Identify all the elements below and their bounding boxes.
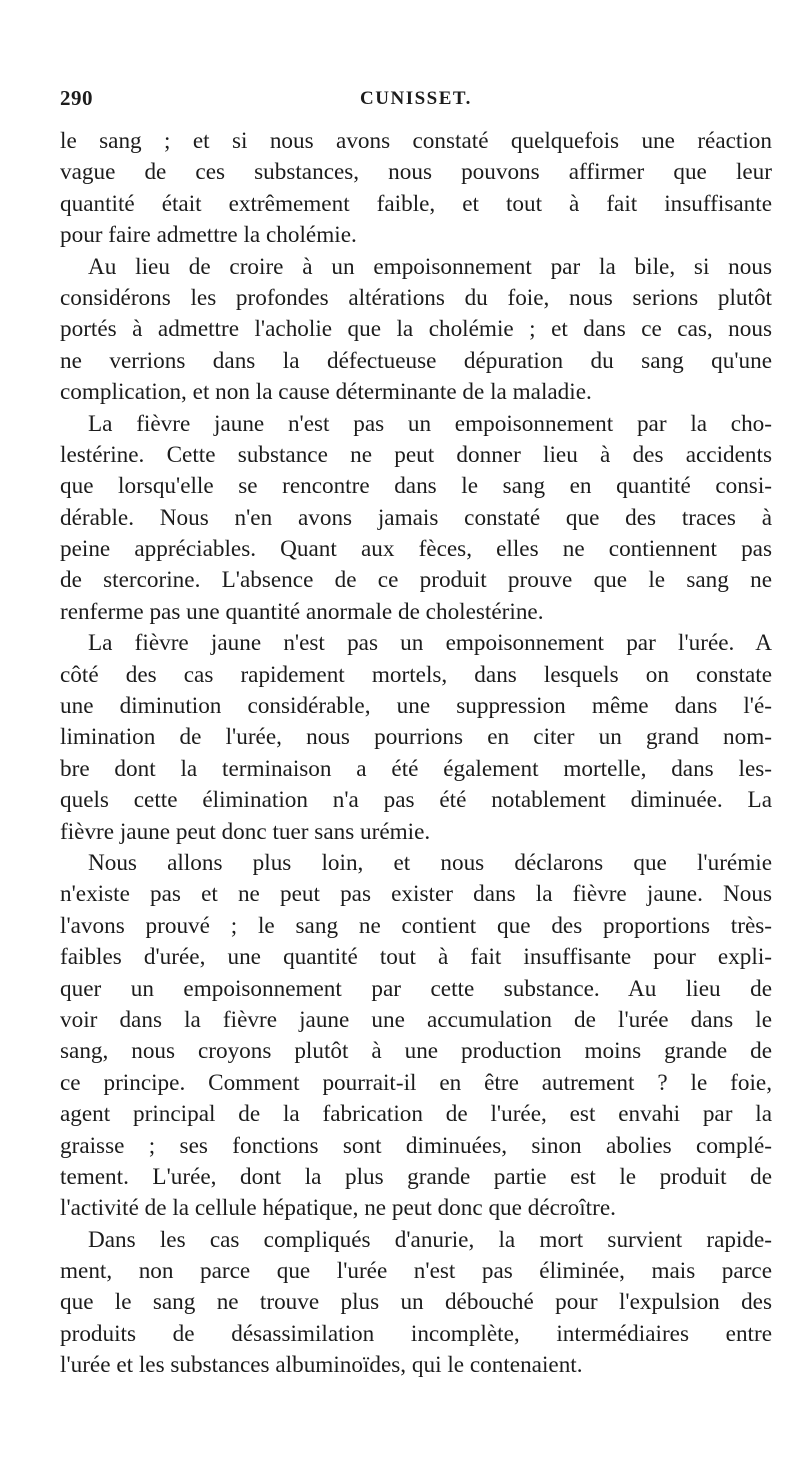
- text-line: considérons les profondes altérations du foie, nous serions plutôt: [60, 284, 772, 311]
- text-line: une diminution considérable, une suppression même dans l'é-: [60, 693, 772, 720]
- text-line: pour faire admettre la cholémie.: [60, 222, 357, 249]
- text-line: limination de l'urée, nous pourrions en citer un grand nom-: [60, 724, 772, 751]
- text-line: faibles d'urée, une quantité tout à fait insuffisante pour expli-: [60, 944, 772, 971]
- text-line: Nous allons plus loin, et nous déclarons que l'urémie: [88, 849, 772, 876]
- text-line: La fièvre jaune n'est pas un empoisonnement par l'urée. A: [88, 630, 772, 657]
- text-line: produits de désassimilation incomplète, intermédiaires entre: [60, 1320, 772, 1347]
- text-line: portés à admettre l'acholie que la cholémie ; et dans ce cas, nous: [60, 316, 772, 343]
- text-line: quantité était extrêmement faible, et tout à fait insuffisante: [60, 190, 772, 217]
- text-line: sang, nous croyons plutôt à une production moins grande de: [60, 1038, 772, 1065]
- text-line: fièvre jaune peut donc tuer sans urémie.: [60, 818, 431, 845]
- text-line: quer un empoisonnement par cette substance. Au lieu de: [60, 975, 772, 1002]
- text-line: agent principal de la fabrication de l'urée, est envahi par la: [60, 1101, 772, 1128]
- text-line: bre dont la terminaison a été également mortelle, dans les-: [60, 755, 772, 782]
- text-line: l'avons prouvé ; le sang ne contient que des proportions très-: [60, 912, 772, 939]
- text-line: ne verrions dans la défectueuse dépuration du sang qu'une: [60, 347, 772, 374]
- text-line: ce principe. Comment pourrait-il en être autrement ? le foie,: [60, 1069, 772, 1096]
- text-line: quels cette élimination n'a pas été notablement diminuée. La: [60, 787, 772, 814]
- text-line: La fièvre jaune n'est pas un empoisonnement par la cho-: [88, 410, 772, 437]
- text-line: Au lieu de croire à un empoisonnement par la bile, si nous: [88, 253, 772, 280]
- text-line: vague de ces substances, nous pouvons affirmer que leur: [60, 159, 772, 186]
- text-line: graisse ; ses fonctions sont diminuées, sinon abolies complé-: [60, 1132, 772, 1159]
- text-line: lestérine. Cette substance ne peut donner lieu à des accidents: [60, 441, 772, 468]
- text-line: de stercorine. L'absence de ce produit prouve que le sang ne: [60, 567, 772, 594]
- text-line: peine appréciables. Quant aux fèces, elles ne contiennent pas: [60, 536, 772, 563]
- body-text: [60, 126, 772, 1382]
- text-line: tement. L'urée, dont la plus grande partie est le produit de: [60, 1163, 772, 1190]
- text-line: renferme pas une quantité anormale de cholestérine.: [60, 598, 544, 625]
- text-line: que le sang ne trouve plus un débouché pour l'expulsion des: [60, 1289, 772, 1316]
- text-line: le sang ; et si nous avons constaté quelquefois une réaction: [60, 128, 772, 154]
- page-number: 290: [60, 86, 93, 110]
- text-line: que lorsqu'elle se rencontre dans le sang en quantité consi-: [60, 473, 772, 500]
- page-header: [60, 86, 772, 116]
- text-line: Dans les cas compliqués d'anurie, la mort survient rapide-: [88, 1226, 772, 1253]
- text-line: côté des cas rapidement mortels, dans lesquels on constate: [60, 661, 772, 688]
- running-head: CUNISSET.: [360, 88, 472, 109]
- text-line: l'activité de la cellule hépatique, ne peut donc que décroître.: [60, 1195, 616, 1222]
- text-line: complication, et non la cause déterminante de la maladie.: [60, 379, 592, 406]
- text-line: n'existe pas et ne peut pas exister dans la fièvre jaune. Nous: [60, 881, 772, 908]
- text-line: l'urée et les substances albuminoïdes, qui le contenaient.: [60, 1352, 583, 1379]
- text-line: ment, non parce que l'urée n'est pas éliminée, mais parce: [60, 1258, 772, 1285]
- text-line: dérable. Nous n'en avons jamais constaté que des traces à: [60, 504, 772, 531]
- text-line: voir dans la fièvre jaune une accumulation de l'urée dans le: [60, 1006, 772, 1033]
